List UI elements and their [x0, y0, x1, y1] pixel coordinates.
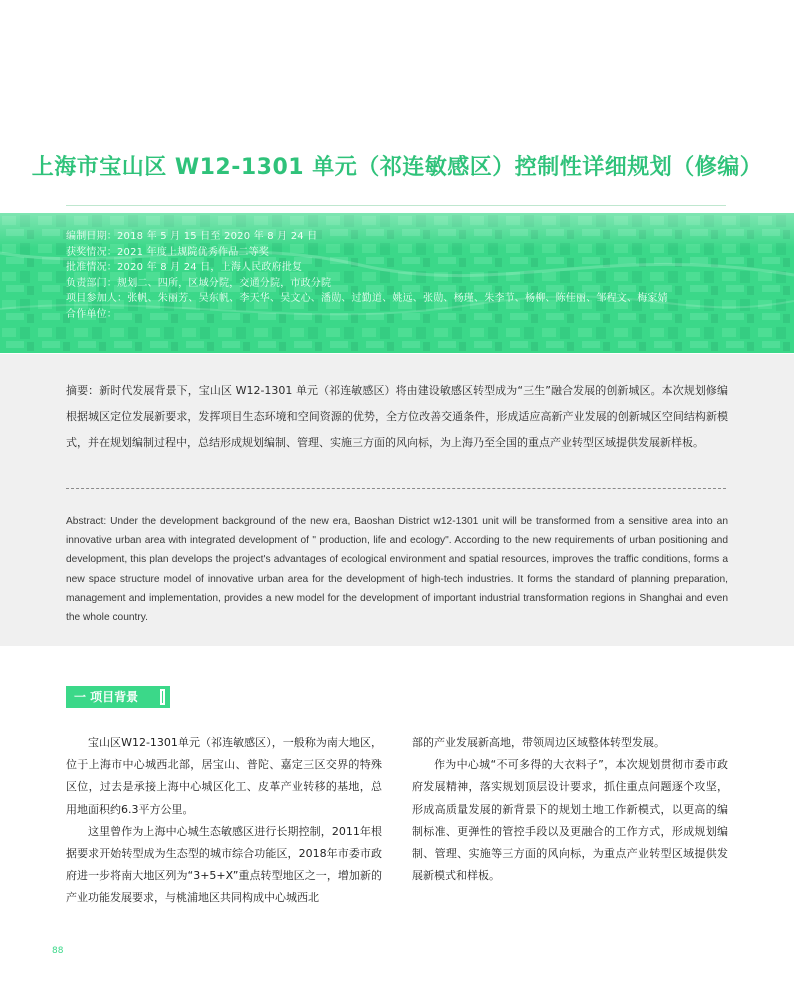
page-title: 上海市宝山区 W12-1301 单元（祁连敏感区）控制性详细规划（修编）	[31, 155, 763, 180]
project-meta	[66, 229, 766, 322]
abstract-box	[0, 354, 794, 646]
meta-department: 负责部门：规划二、四所，区域分院，交通分院，市政分院	[66, 277, 332, 289]
meta-date: 编制日期：2018 年 5 月 15 日至 2020 年 8 月 24 日	[66, 231, 318, 242]
page-number: 88	[52, 946, 64, 956]
title-rule	[66, 205, 726, 206]
body-column-right	[412, 732, 728, 887]
body-paragraph: 这里曾作为上海中心城生态敏感区进行长期控制，2011年根据要求开始转型成为生态型的城市综合功能区，2018年市委市政府进一步将南大地区列为“3+5+X”重点转型地区之一，增加新的产业功能发展要求，与桃浦地区共同构成中心城西北	[66, 824, 382, 905]
body-paragraph: 作为中心城“不可多得的大衣料子”，本次规划贯彻市委市政府发展精神，落实规划顶层设计要求，抓住重点问题逐个攻坚，形成高质量发展的新背景下的规划土地工作新模式，以更高的编制标准、更弹性的管控手段以及更融合的工作方式，形成规划编制、管理、实施等三方面的风向标，为重点产业转型区域提供发展新模式和样板。	[412, 758, 728, 883]
section-heading: 一 项目背景	[66, 686, 170, 708]
meta-partner: 合作单位：	[66, 308, 117, 320]
body-paragraph: 宝山区W12-1301单元（祁连敏感区），一般称为南大地区，位于上海市中心城西北部，居宝山、普陀、嘉定三区交界的特殊区位，过去是承接上海中心城区化工、皮革产业转移的基地，总用地面积约6.3平方公里。	[66, 736, 382, 816]
body-column-left	[66, 732, 382, 910]
body-paragraph: 部的产业发展新高地，带领周边区域整体转型发展。	[412, 736, 665, 749]
section-heading-marker	[160, 689, 165, 705]
abstract-zh: 摘要：新时代发展背景下，宝山区 W12-1301 单元（祁连敏感区）将由建设敏感区转型成为“三生”融合发展的创新城区。本次规划修编根据城区定位发展新要求，发挥项目生态环境和空间资源的优势，全方位改善交通条件，形成适应高新产业发展的创新城区空间结构新模式，并在规划编制过程中，总结形成规划编制、管理、实施三方面的风向标，为上海乃至全国的重点产业转型区域提供发展新样板。	[66, 384, 728, 449]
header-banner	[0, 213, 794, 353]
meta-participants: 项目参加人：张帆、朱丽芳、吴东帆、李天华、吴文心、潘勋、过勤道、姚远、张勋、杨瑾、朱李节、杨柳、陈佳丽、邹程文、梅家婧	[66, 293, 668, 304]
meta-approval: 批准情况：2020 年 8 月 24 日，上海人民政府批复	[66, 262, 303, 273]
meta-award: 获奖情况：2021 年度上规院优秀作品二等奖	[66, 246, 270, 258]
abstract-en: Abstract: Under the development background of the new era, Baoshan District w12-1301 unit will be transformed from a sensitive area into an innovative urban area with integrated development of " production, life and ecology". According to the new requirements of urban positioning and development, this plan develops the project's advantages of ecological environment and spatial resources, improves the traffic conditions, forms a new space structure model of innovative urban area for the development of high-tech industries. It forms the standard of planning preparation, management and implementation, provides a new model for the development of important industrial transformation regions in Shanghai and even the whole country.	[66, 516, 728, 624]
abstract-divider	[66, 488, 726, 489]
